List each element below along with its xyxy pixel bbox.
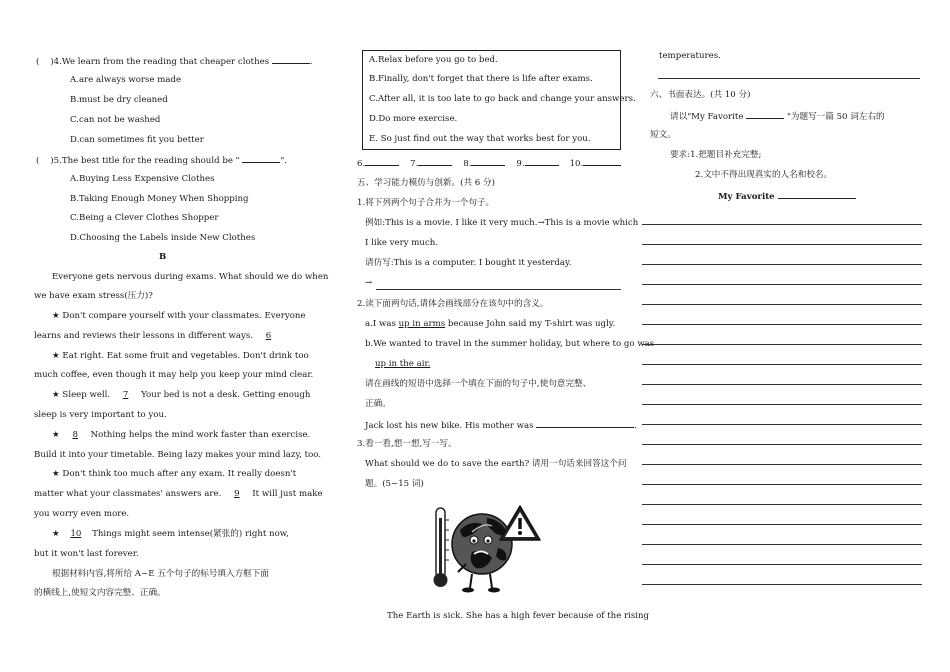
warning-sign-icon bbox=[500, 506, 540, 540]
box-option-c: C.After all, it is too late to go back and change your answers. bbox=[369, 94, 636, 104]
writing-line bbox=[642, 304, 922, 305]
left-column bbox=[0, 0, 329, 672]
q5-option-c: C.Being a Clever Clothes Shopper bbox=[70, 213, 219, 223]
phrase-up-in-the-air: up in the air. bbox=[375, 359, 431, 369]
writing-line bbox=[642, 384, 922, 385]
q3-answer-line[interactable] bbox=[658, 78, 920, 79]
writing-prompt: 请以"My Favorite "为题写一篇 50 词左右的 bbox=[670, 112, 885, 122]
blank-7[interactable]: 7 bbox=[122, 390, 129, 400]
passage-line: ★ 10 Things might seem intense(紧张的) right now, bbox=[52, 529, 289, 539]
writing-line bbox=[642, 564, 922, 565]
q5-option-b: B.Taking Enough Money When Shopping bbox=[70, 194, 249, 204]
writing-line bbox=[642, 484, 922, 485]
q1-answer-line[interactable] bbox=[376, 289, 621, 290]
q4-option-b: B.must be dry cleaned bbox=[70, 95, 168, 105]
writing-prompt: 短文。 bbox=[650, 130, 676, 140]
passage-line: we have exam stress(压力)? bbox=[34, 291, 153, 301]
writing-line bbox=[642, 284, 922, 285]
passage-line: matter what your classmates' answers are. 9 It will just make bbox=[34, 489, 323, 499]
section-5-heading: 五、学习能力模仿与创新。(共 6 分) bbox=[357, 178, 495, 188]
requirement-2: 2.文中不得出现真实的人名和校名。 bbox=[695, 170, 833, 180]
right-column bbox=[640, 0, 940, 672]
passage-line: ★ Sleep well. 7 Your bed is not a desk. Getting enough bbox=[52, 390, 311, 400]
phrase-up-in-arms: up in arms bbox=[398, 319, 446, 329]
writing-line bbox=[642, 324, 922, 325]
writing-line bbox=[642, 364, 922, 365]
q2-sentence-a: a.I was up in arms because John said my T-shirt was ugly. bbox=[365, 319, 616, 329]
section-b-heading: B bbox=[159, 252, 167, 262]
q2-instruction: 正确。 bbox=[365, 399, 391, 409]
blank-6[interactable]: 6 bbox=[265, 331, 272, 341]
thermometer-icon bbox=[434, 508, 450, 587]
middle-column bbox=[340, 0, 655, 672]
passage-line: ★ 8 Nothing helps the mind work faster than exercise. bbox=[52, 430, 311, 440]
q4-answer-blank[interactable] bbox=[272, 55, 310, 64]
q3-question: What should we do to save the earth? 请用一句话来回答这个问 bbox=[365, 459, 627, 469]
sick-earth-illustration bbox=[432, 500, 544, 600]
instruction-line: 根据材料内容,将所给 A~E 五个句子的标号填入方框下面 bbox=[52, 569, 269, 579]
box-option-e: E. So just find out the way that works best for you. bbox=[369, 134, 591, 144]
writing-line bbox=[642, 524, 922, 525]
q5-answer-blank[interactable] bbox=[242, 154, 280, 163]
passage-line: learns and reviews their lessons in different ways. 6 bbox=[34, 331, 281, 342]
q1-example: I like very much. bbox=[365, 238, 439, 248]
q2-sentence-b: b.We wanted to travel in the summer holiday, but where to go was bbox=[365, 339, 655, 349]
writing-line bbox=[642, 584, 922, 585]
q5-stem: ( )5.The best title for the reading should be " ". bbox=[36, 156, 288, 166]
q3-title: 3.看一看,想一想,写一写。 bbox=[357, 439, 457, 449]
passage-line: ★ Eat right. Eat some fruit and vegetables. Don't drink too bbox=[52, 351, 309, 361]
caption-continuation: temperatures. bbox=[659, 51, 721, 61]
q4-option-d: D.can sometimes fit you better bbox=[70, 135, 204, 145]
writing-line bbox=[642, 224, 922, 225]
q5-option-d: D.Choosing the Labels inside New Clothes bbox=[70, 233, 256, 243]
q2-title: 2.读下面两句话,请体会画线部分在该句中的含义。 bbox=[357, 299, 549, 309]
q4-stem: ( )4.We learn from the reading that cheaper clothes . bbox=[36, 57, 313, 67]
q1-title: 1.将下列两个句子合并为一个句子。 bbox=[357, 198, 495, 208]
box-option-b: B.Finally, don't forget that there is life after exams. bbox=[369, 74, 593, 84]
q1-example: 例如:This is a movie. I like it very much.→This is a movie which bbox=[365, 218, 639, 228]
q1-arrow: → bbox=[365, 278, 373, 288]
q2-fill-sentence: Jack lost his new bike. His mother was . bbox=[365, 421, 637, 431]
answer-blank-6[interactable] bbox=[365, 157, 399, 166]
q4-option-c: C.can not be washed bbox=[70, 115, 161, 125]
passage-line: sleep is very important to you. bbox=[34, 410, 167, 420]
q2-instruction: 请在画线的短语中选择一个填在下面的句子中,使句意完整、 bbox=[365, 379, 592, 389]
passage-line: you worry even more. bbox=[34, 509, 130, 519]
writing-line bbox=[642, 404, 922, 405]
passage-line: ★ Don't compare yourself with your classmates. Everyone bbox=[52, 311, 306, 321]
answer-blank-10[interactable] bbox=[583, 157, 621, 166]
blank-9[interactable]: 9 bbox=[234, 489, 240, 499]
writing-line bbox=[642, 344, 922, 345]
essay-writing-area[interactable] bbox=[642, 218, 922, 598]
box-option-d: D.Do more exercise. bbox=[369, 114, 458, 124]
earth-globe-icon bbox=[452, 514, 512, 593]
writing-line bbox=[642, 424, 922, 425]
box-option-a: A.Relax before you go to bed. bbox=[369, 55, 498, 65]
passage-line: ★ Don't think too much after any exam. It really doesn't bbox=[52, 469, 297, 479]
essay-title: My Favorite bbox=[718, 190, 856, 203]
answer-row: 6. 7. 8. 9. 10. bbox=[357, 157, 621, 170]
q4-option-a: A.are always worse made bbox=[70, 75, 182, 85]
q1-imitate: 请仿写:This is a computer. I bought it yesterday. bbox=[365, 258, 572, 268]
blank-10[interactable]: 10 bbox=[70, 529, 82, 539]
writing-line bbox=[642, 544, 922, 545]
writing-line bbox=[642, 244, 922, 245]
blank-8[interactable]: 8 bbox=[72, 430, 78, 440]
q5-option-a: A.Buying Less Expensive Clothes bbox=[70, 174, 215, 184]
essay-title-blank[interactable] bbox=[778, 190, 856, 199]
answer-blank-9[interactable] bbox=[525, 157, 559, 166]
writing-line bbox=[642, 444, 922, 445]
writing-line bbox=[642, 464, 922, 465]
writing-line bbox=[642, 504, 922, 505]
passage-line: Everyone gets nervous during exams. What should we do when bbox=[52, 272, 329, 282]
q3-question: 题。(5~15 词) bbox=[365, 479, 424, 489]
passage-line: Build it into your timetable. Being lazy makes your mind lazy, too. bbox=[34, 450, 322, 460]
passage-line: but it won't last forever. bbox=[34, 549, 139, 559]
requirement-1: 要求:1.把题目补充完整; bbox=[670, 150, 762, 160]
passage-line: much coffee, even though it may help you keep your mind clear. bbox=[34, 370, 314, 380]
prompt-title-blank bbox=[746, 110, 784, 119]
section-6-heading: 六、书面表达。(共 10 分) bbox=[650, 90, 751, 100]
writing-line bbox=[642, 264, 922, 265]
q2-answer-blank[interactable] bbox=[536, 419, 634, 428]
answer-blank-7[interactable] bbox=[418, 157, 452, 166]
illustration-caption: The Earth is sick. She has a high fever because of the rising bbox=[387, 611, 650, 621]
instruction-line: 的横线上,使短文内容完整、正确。 bbox=[34, 588, 166, 598]
answer-blank-8[interactable] bbox=[471, 157, 505, 166]
